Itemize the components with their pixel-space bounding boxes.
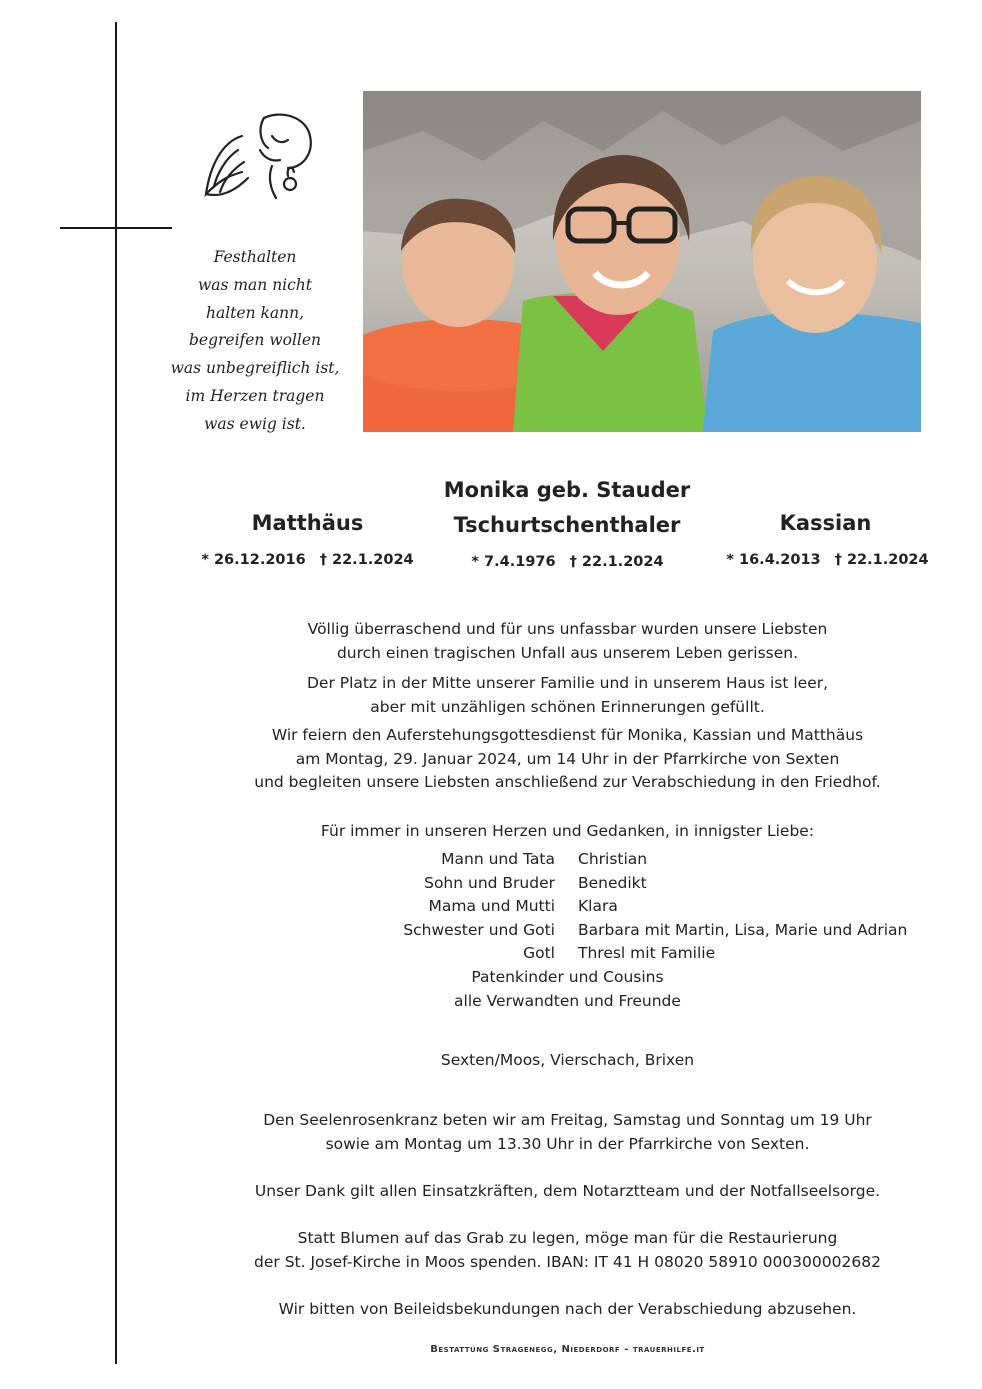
relatives-extra	[195, 966, 940, 1013]
relative-names: Christian	[578, 850, 648, 868]
text-line: alle Verwandten und Freunde	[454, 991, 681, 1010]
name-monika-line2: Tschurtschenthaler	[453, 513, 681, 537]
dates-matthaeus	[195, 552, 420, 568]
paragraph-family	[195, 672, 940, 719]
text-line: Statt Blumen auf das Grab zu legen, möge man für die Restaurierung	[297, 1229, 838, 1247]
relative-role: Mama und Mutti	[428, 897, 555, 915]
poem	[140, 244, 370, 439]
paragraph-donation	[195, 1227, 940, 1274]
relative-role: Sohn und Bruder	[424, 873, 555, 892]
birth-date: * 16.4.2013	[726, 552, 821, 568]
cross-vertical-line	[115, 22, 117, 1364]
text-line: durch einen tragischen Unfall aus unserem Leben gerissen.	[336, 643, 799, 662]
cross-horizontal-line	[60, 227, 172, 229]
poem-line: was man nicht	[197, 275, 313, 294]
relatives-names	[578, 848, 907, 966]
footer-undertaker: Bestattung Stragenegg, Niederdorf - trauerhilfe.it	[430, 1344, 705, 1355]
relative-role: Schwester und Goti	[403, 920, 555, 939]
name-matthaeus: Matthäus	[251, 511, 364, 535]
poem-line: begreifen wollen	[188, 331, 322, 350]
mourners-intro: Für immer in unseren Herzen und Gedanken, in innigster Liebe:	[320, 822, 815, 840]
dates-kassian	[715, 552, 940, 568]
relative-role: Gotl	[523, 944, 555, 962]
text-line: Völlig überraschend und für uns unfassbar wurden unsere Liebsten	[307, 620, 828, 638]
places: Sexten/Moos, Vierschach, Brixen	[440, 1051, 695, 1069]
death-date: † 22.1.2024	[834, 552, 929, 568]
paragraph-thanks: Unser Dank gilt allen Einsatzkräften, dem Notarztteam und der Notfallseelsorge.	[254, 1182, 881, 1200]
death-date: † 22.1.2024	[319, 552, 414, 568]
text-line: Der Platz in der Mitte unserer Familie und in unserem Haus ist leer,	[306, 674, 829, 692]
text-line: sowie am Montag um 13.30 Uhr in der Pfarrkirche von Sexten.	[325, 1134, 810, 1153]
text-line: Patenkinder und Cousins	[471, 968, 664, 986]
text-line: aber mit unzähligen schönen Erinnerungen gefüllt.	[370, 697, 765, 716]
birth-date: * 7.4.1976	[471, 554, 556, 570]
relative-names: Klara	[578, 897, 618, 915]
text-line: und begleiten unsere Liebsten anschließend zur Verabschiedung in den Friedhof.	[254, 773, 881, 791]
birth-date: * 26.12.2016	[201, 552, 306, 568]
poem-line: halten kann,	[205, 303, 305, 322]
family-photo	[363, 91, 921, 432]
name-monika-line1: Monika geb. Stauder	[443, 478, 691, 502]
paragraph-funeral	[195, 724, 940, 795]
poem-line: Festhalten	[213, 248, 297, 266]
relative-names: Benedikt	[578, 873, 647, 892]
name-kassian: Kassian	[779, 511, 872, 535]
angel-icon	[202, 106, 320, 210]
paragraph-rosary	[195, 1109, 940, 1156]
death-date: † 22.1.2024	[569, 554, 664, 570]
relatives-roles	[403, 848, 555, 966]
text-line: der St. Josef-Kirche in Moos spenden. IBAN: IT 41 H 08020 58910 000300002682	[254, 1252, 881, 1271]
paragraph-intro	[195, 618, 940, 665]
relative-role: Mann und Tata	[441, 850, 555, 868]
text-line: am Montag, 29. Januar 2024, um 14 Uhr in der Pfarrkirche von Sexten	[295, 749, 840, 768]
poem-line: was unbegreiflich ist,	[170, 359, 340, 378]
text-line: Den Seelenrosenkranz beten wir am Freitag, Samstag und Sonntag um 19 Uhr	[263, 1111, 872, 1129]
relative-names: Barbara mit Martin, Lisa, Marie und Adrian	[578, 920, 908, 939]
text-line: Wir feiern den Auferstehungsgottesdienst für Monika, Kassian und Matthäus	[271, 726, 864, 744]
relative-names: Thresl mit Familie	[578, 944, 716, 962]
paragraph-condolences: Wir bitten von Beileidsbekundungen nach der Verabschiedung abzusehen.	[278, 1300, 857, 1318]
poem-line: was ewig ist.	[204, 414, 306, 433]
dates-monika	[450, 554, 685, 570]
poem-line: im Herzen tragen	[185, 386, 325, 405]
